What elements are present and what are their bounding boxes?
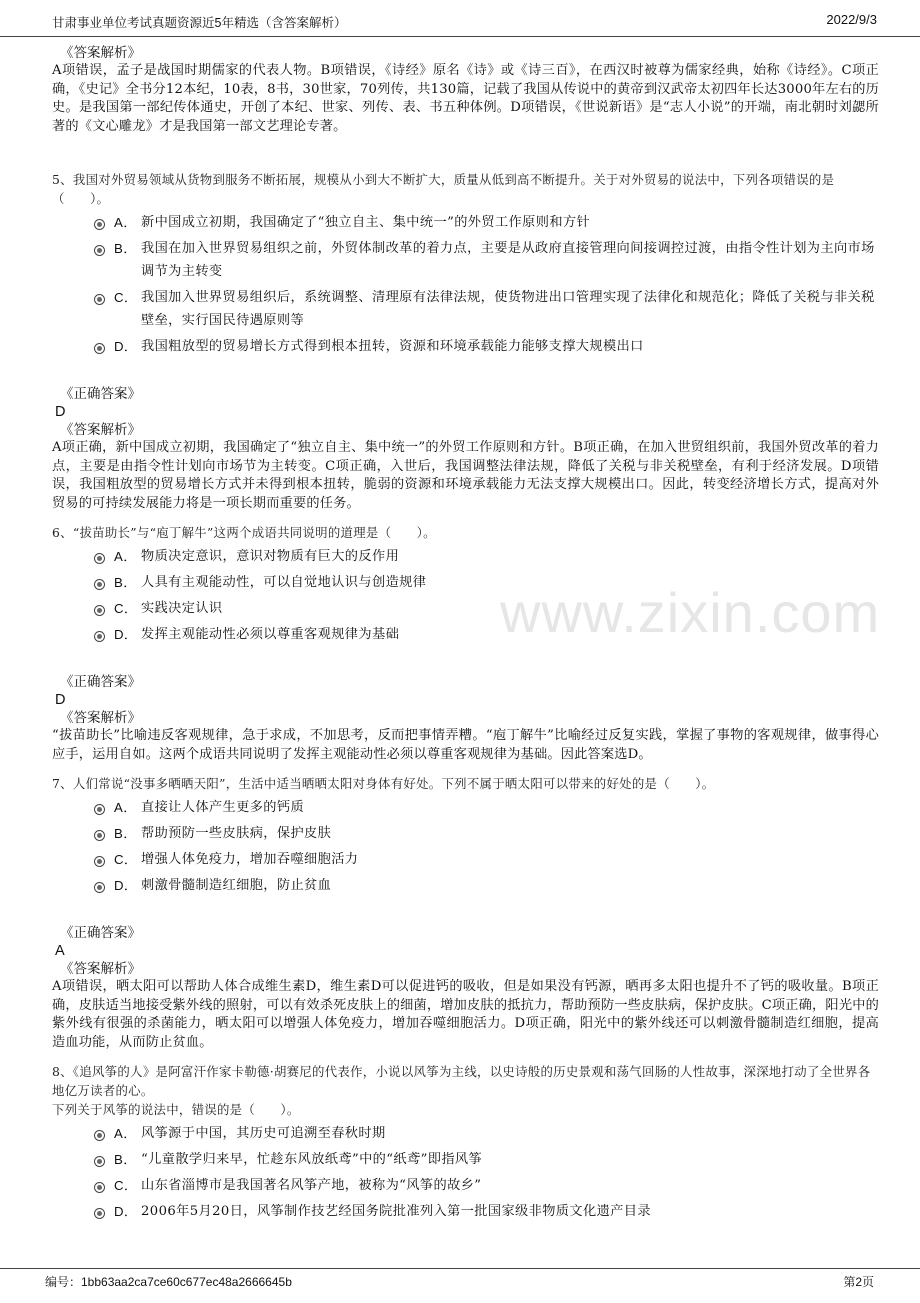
option-7c[interactable]: C． 增强人体免疫力，增加吞噬细胞活力 bbox=[52, 848, 879, 871]
option-text: 刺激骨髓制造红细胞，防止贫血 bbox=[141, 878, 332, 893]
correct-answer-label: 《正确答案》 bbox=[60, 925, 141, 941]
option-text: 2006年5月20日，风筝制作技艺经国务院批准列入第一批国家级非物质文化遗产目录 bbox=[141, 1204, 651, 1219]
option-7d[interactable]: D． 刺激骨髓制造红细胞，防止贫血 bbox=[52, 874, 879, 897]
question-8: 8、《追风筝的人》是阿富汗作家卡勒德·胡赛尼的代表作，小说以风筝为主线，以史诗般的历史景观和荡气回肠的人性故事，深深地打动了全世界各地亿万读者的心。 bbox=[52, 1064, 871, 1098]
question-7: 7、人们常说“没事多晒晒天阳”，生活中适当晒晒太阳对身体有好处。下列不属于晒太阳可以带来的好处的是（ ）。 bbox=[52, 776, 715, 791]
option-7a[interactable]: A． 直接让人体产生更多的钙质 bbox=[52, 796, 879, 819]
radio-icon[interactable] bbox=[94, 882, 105, 893]
correct-answer-label: 《正确答案》 bbox=[60, 386, 141, 402]
analysis-label: 《答案解析》 bbox=[60, 422, 141, 438]
radio-icon[interactable] bbox=[94, 343, 105, 354]
analysis-label: 《答案解析》 bbox=[60, 45, 141, 61]
analysis-label: 《答案解析》 bbox=[60, 710, 141, 726]
option-text: 物质决定意识，意识对物质有巨大的反作用 bbox=[141, 549, 400, 564]
radio-icon[interactable] bbox=[94, 579, 105, 590]
document-title: 甘肃事业单位考试真题资源近5年精选（含答案解析） bbox=[52, 16, 347, 30]
radio-icon[interactable] bbox=[94, 631, 105, 642]
option-text: 增强人体免疫力，增加吞噬细胞活力 bbox=[141, 852, 359, 867]
document-date: 2022/9/3 bbox=[826, 12, 877, 27]
radio-icon[interactable] bbox=[94, 804, 105, 815]
radio-icon[interactable] bbox=[94, 294, 105, 305]
option-text: 直接让人体产生更多的钙质 bbox=[141, 800, 305, 815]
radio-icon[interactable] bbox=[94, 1208, 105, 1219]
radio-icon[interactable] bbox=[94, 1182, 105, 1193]
option-text: 帮助预防一些皮肤病，保护皮肤 bbox=[141, 826, 332, 841]
radio-icon[interactable] bbox=[94, 1130, 105, 1141]
question-6: 6、“拔苗助长”与“庖丁解牛”这两个成语共同说明的道理是（ ）。 bbox=[52, 525, 436, 540]
page-content bbox=[52, 44, 879, 1226]
option-5a[interactable]: A． 新中国成立初期，我国确定了“独立自主、集中统一”的外贸工作原则和方针 bbox=[52, 211, 879, 234]
radio-icon[interactable] bbox=[94, 856, 105, 867]
option-6a[interactable]: A． 物质决定意识，意识对物质有巨大的反作用 bbox=[52, 545, 879, 568]
option-5b[interactable]: B． 我国在加入世界贸易组织之前，外贸体制改革的着力点，主要是从政府直接管理向间接调控过渡，由指令性计划为主向市场调节为主转变 bbox=[52, 237, 879, 283]
option-5d[interactable]: D． 我国粗放型的贸易增长方式得到根本扭转，资源和环境承载能力能够支撑大规模出口 bbox=[52, 335, 879, 358]
option-text: 新中国成立初期，我国确定了“独立自主、集中统一”的外贸工作原则和方针 bbox=[141, 215, 591, 230]
correct-answer-6: D bbox=[55, 692, 66, 708]
correct-answer-label: 《正确答案》 bbox=[60, 674, 141, 690]
page-header bbox=[0, 0, 920, 37]
option-8a[interactable]: A． 风筝源于中国，其历史可追溯至春秋时期 bbox=[52, 1122, 879, 1145]
option-text: 风筝源于中国，其历史可追溯至春秋时期 bbox=[141, 1126, 386, 1141]
radio-icon[interactable] bbox=[94, 553, 105, 564]
analysis-text-5: A项正确，新中国成立初期，我国确定了“独立自主、集中统一”的外贸工作原则和方针。B项正确，在加入世贸组织前，我国外贸改革的着力点，主要是由指令性计划向市场节为主转变。C项正确，入世后，我国调整法律法规，降低了关税与非关税壁垒，有利于经济发展。D项错误，我国粗放型的贸易增长方式并未得到根本扭转，脆弱的资源和环境承载能力无法支撑大规模出口。因此，转变经济增长方式，提高对外贸易的可持续发展能力将是一项长期而重要的任务。 bbox=[52, 440, 879, 511]
option-text: 人具有主观能动性，可以自觉地认识与创造规律 bbox=[141, 575, 427, 590]
option-8d[interactable]: D． 2006年5月20日，风筝制作技艺经国务院批准列入第一批国家级非物质文化遗产目录 bbox=[52, 1200, 879, 1223]
option-text: 我国在加入世界贸易组织之前，外贸体制改革的着力点，主要是从政府直接管理向间接调控过渡，由指令性计划为主向市场调节为主转变 bbox=[141, 241, 875, 279]
radio-icon[interactable] bbox=[94, 605, 105, 616]
document-code: 编号：1bb63aa2ca7ce60c677ec48a2666645b bbox=[45, 1275, 292, 1289]
option-6b[interactable]: B． 人具有主观能动性，可以自觉地认识与创造规律 bbox=[52, 571, 879, 594]
radio-icon[interactable] bbox=[94, 830, 105, 841]
question-5: 5、我国对外贸易领域从货物到服务不断拓展，规模从小到大不断扩大，质量从低到高不断提升。关于对外贸易的说法中，下列各项错误的是（ ）。 bbox=[52, 172, 835, 206]
option-8b[interactable]: B． “儿童散学归来早，忙趁东风放纸鸢”中的“纸鸢”即指风筝 bbox=[52, 1148, 879, 1171]
option-text: 我国粗放型的贸易增长方式得到根本扭转，资源和环境承载能力能够支撑大规模出口 bbox=[141, 339, 644, 354]
option-text: 实践决定认识 bbox=[141, 601, 223, 616]
analysis-text-7: A项错误，晒太阳可以帮助人体合成维生素D，维生素D可以促进钙的吸收，但是如果没有钙源，晒再多太阳也提升不了钙的吸收量。B项正确，皮肤适当地接受紫外线的照射，可以有效杀死皮肤上的细菌，增加皮肤的抵抗力，帮助预防一些皮肤病，保护皮肤。C项正确，阳光中的紫外线有很强的杀菌能力，晒太阳可以增强人体免疫力，增加吞噬细胞活力。D项正确，阳光中的紫外线还可以刺激骨髓制造红细胞，提高造血功能，从而防止贫血。 bbox=[52, 979, 879, 1050]
question-8-prompt: 下列关于风筝的说法中，错误的是（ ）。 bbox=[52, 1102, 300, 1117]
option-text: 山东省淄博市是我国著名风筝产地，被称为“风筝的故乡” bbox=[141, 1178, 482, 1193]
analysis-text-6: “拔苗助长”比喻违反客观规律，急于求成，不加思考，反而把事情弄糟。“庖丁解牛”比喻经过反复实践，掌握了事物的客观规律，做事得心应手，运用自如。这两个成语共同说明了发挥主观能动性必须以尊重客观规律为基础。因此答案选D。 bbox=[52, 728, 879, 762]
option-text: “儿童散学归来早，忙趁东风放纸鸢”中的“纸鸢”即指风筝 bbox=[141, 1152, 483, 1167]
watermark: www.zixin.com bbox=[500, 581, 881, 644]
option-8c[interactable]: C． 山东省淄博市是我国著名风筝产地，被称为“风筝的故乡” bbox=[52, 1174, 879, 1197]
analysis-text-q4: A项错误，孟子是战国时期儒家的代表人物。B项错误，《诗经》原名《诗》或《诗三百》，在西汉时被尊为儒家经典，始称《诗经》。C项正确，《史记》全书分12本纪，10表，8书，30世家，70列传，共130篇，记载了我国从传说中的黄帝到汉武帝太初四年长达3000年左右的历史。是我国第一部纪传体通史，开创了本纪、世家、列传、表、书五种体例。D项错误，《世说新语》是“志人小说”的开端，南北朝时刘勰所著的《文心雕龙》才是我国第一部文艺理论专著。 bbox=[52, 63, 879, 134]
option-text: 发挥主观能动性必须以尊重客观规律为基础 bbox=[141, 627, 400, 642]
option-6d[interactable]: D． 发挥主观能动性必须以尊重客观规律为基础 bbox=[52, 623, 879, 646]
page-footer bbox=[0, 1268, 920, 1303]
option-text: 我国加入世界贸易组织后，系统调整、清理原有法律法规，使货物进出口管理实现了法律化和规范化；降低了关税与非关税壁垒，实行国民待遇原则等 bbox=[141, 290, 875, 328]
radio-icon[interactable] bbox=[94, 1156, 105, 1167]
option-6c[interactable]: C． 实践决定认识 bbox=[52, 597, 879, 620]
radio-icon[interactable] bbox=[94, 245, 105, 256]
correct-answer-7: A bbox=[55, 943, 65, 959]
radio-icon[interactable] bbox=[94, 219, 105, 230]
correct-answer-5: D bbox=[55, 404, 66, 420]
analysis-label: 《答案解析》 bbox=[60, 961, 141, 977]
option-5c[interactable]: C． 我国加入世界贸易组织后，系统调整、清理原有法律法规，使货物进出口管理实现了法律化和规范化；降低了关税与非关税壁垒，实行国民待遇原则等 bbox=[52, 286, 879, 332]
page-number: 第2页 bbox=[843, 1275, 874, 1289]
option-7b[interactable]: B． 帮助预防一些皮肤病，保护皮肤 bbox=[52, 822, 879, 845]
